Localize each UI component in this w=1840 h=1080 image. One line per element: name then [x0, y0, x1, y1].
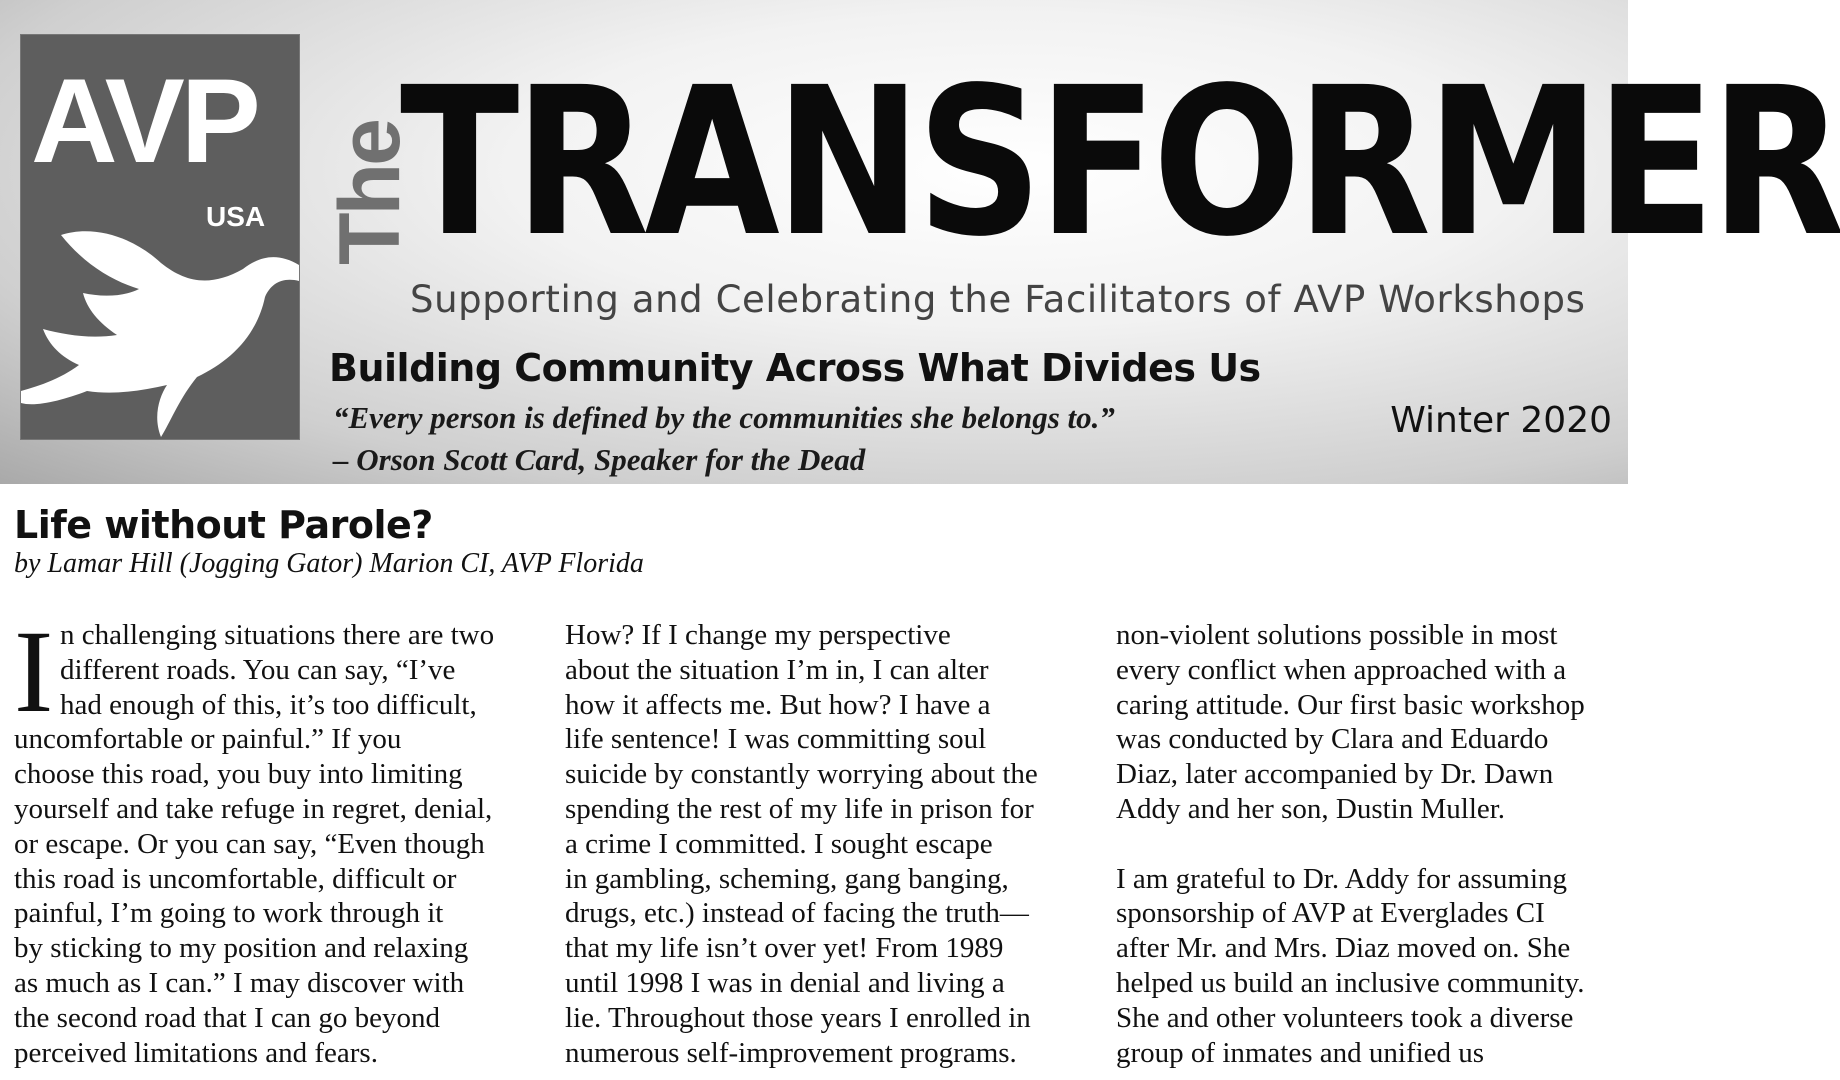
text-line: perceived limitations and fears.	[14, 1036, 378, 1069]
text-line: after Mr. and Mrs. Diaz moved on. She	[1116, 932, 1571, 965]
text-line: yourself and take refuge in regret, denial,	[14, 792, 493, 825]
text-line: about the situation I’m in, I can alter	[565, 653, 989, 686]
text-line: had enough of this, it’s too difficult,	[60, 688, 477, 721]
masthead	[0, 0, 1840, 484]
text-line: drugs, etc.) instead of facing the truth—	[565, 897, 1029, 930]
article-column-2	[565, 618, 1085, 1070]
issue-date: Winter 2020	[1390, 400, 1612, 441]
article-column-3	[1116, 618, 1628, 1070]
text-line: that my life isn’t over yet! From 1989	[565, 932, 1004, 965]
text-line: every conflict when approached with a	[1116, 653, 1567, 686]
text-line: helped us build an inclusive community.	[1116, 966, 1585, 999]
article-byline: by Lamar Hill (Jogging Gator) Marion CI, AVP Florida	[14, 548, 644, 579]
text-line: painful, I’m going to work through it	[14, 897, 444, 930]
text-line: different roads. You can say, “I’ve	[60, 653, 456, 686]
text-line: the second road that I can go beyond	[14, 1001, 440, 1034]
logo-usa-text: USA	[206, 201, 266, 232]
article-title: Life without Parole?	[14, 503, 433, 547]
drop-cap: I	[14, 606, 54, 737]
dove-icon	[21, 185, 299, 439]
text-line: how it affects me. But how? I have a	[565, 688, 991, 721]
text-line: group of inmates and unified us	[1116, 1036, 1485, 1069]
text-line: choose this road, you buy into limiting	[14, 758, 463, 791]
text-line: How? If I change my perspective	[565, 619, 951, 651]
text-line: was conducted by Clara and Eduardo	[1116, 723, 1549, 756]
text-line: sponsorship of AVP at Everglades CI	[1116, 897, 1545, 930]
text-line: She and other volunteers took a diverse	[1116, 1001, 1574, 1034]
text-line: Diaz, later accompanied by Dr. Dawn	[1116, 758, 1554, 791]
paragraph-break	[1116, 827, 1628, 862]
text-line: by sticking to my position and relaxing	[14, 932, 469, 965]
newsletter-title: TRANSFORMER	[400, 43, 1840, 282]
epigraph-quote: “Every person is defined by the communities she belongs to.”	[333, 400, 1115, 435]
text-line: suicide by constantly worrying about the	[565, 758, 1038, 791]
article-column-1	[14, 606, 544, 1070]
text-line: life sentence! I was committing soul	[565, 723, 987, 756]
avp-usa-logo	[20, 34, 300, 440]
text-line: a crime I committed. I sought escape	[565, 827, 993, 860]
tagline: Supporting and Celebrating the Facilitators of AVP Workshops	[410, 278, 1586, 321]
text-line: until 1998 I was in denial and living a	[565, 966, 1005, 999]
text-line: as much as I can.” I may discover with	[14, 966, 465, 999]
text-line: Addy and her son, Dustin Muller.	[1116, 792, 1506, 825]
logo-avp-text: AVP	[31, 54, 257, 188]
text-line: this road is uncomfortable, difficult or	[14, 862, 457, 895]
text-line: in gambling, scheming, gang banging,	[565, 862, 1009, 895]
text-line: numerous self-improvement programs.	[565, 1036, 1017, 1069]
text-line: I am grateful to Dr. Addy for assuming	[1116, 862, 1568, 895]
title-prefix: The	[322, 121, 418, 265]
text-line: non-violent solutions possible in most	[1116, 619, 1558, 651]
text-line: or escape. Or you can say, “Even though	[14, 827, 485, 860]
text-line: lie. Throughout those years I enrolled in	[565, 1001, 1031, 1034]
text-line: uncomfortable or painful.” If you	[14, 723, 402, 756]
text-line: spending the rest of my life in prison for	[565, 792, 1034, 825]
text-line: caring attitude. Our first basic workshop	[1116, 688, 1585, 721]
issue-headline: Building Community Across What Divides Us	[329, 346, 1261, 390]
epigraph-attribution: – Orson Scott Card, Speaker for the Dead	[333, 442, 866, 477]
text-line: n challenging situations there are two	[60, 619, 495, 651]
